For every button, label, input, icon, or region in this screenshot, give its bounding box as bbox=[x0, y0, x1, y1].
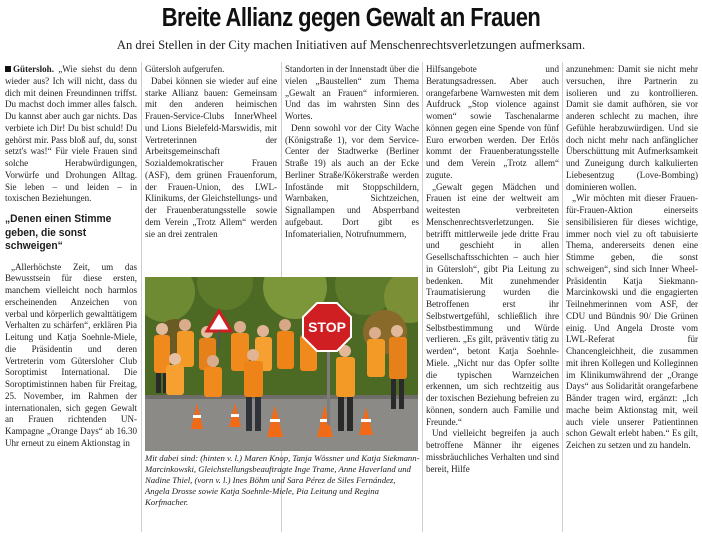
photo-caption: Mit dabei sind: (hinten v. l.) Maren Knop, Tanja Wössner und Katja Siekmann-Marcinkowski, Gleichstellungsbeauftragte Inge Trame, Anne Haverland und Nadine Thiel, (vorn v. l.) Ines Böhm und Sara Pérez de Siles Fernández, Angela Drosse sowie Katja Soehnle-Miele, Pia Leitung und Regina Korfmacher. bbox=[145, 453, 420, 507]
square-bullet-icon bbox=[5, 66, 11, 72]
paragraph: Denn sowohl vor der City Wache (Königstraße 1), vor dem Service-Center der Stadtwerke (Berliner Straße 19) als auch an der Ecke Berliner Straße/Kökerstraße werden Infostände mit Stoppschildern, Warnbaken, Sichtzeichen, Signallampen und Absperrband aufgebaut. Dort gibt es Infomaterialien, Notrufnummern, bbox=[285, 122, 419, 239]
paragraph: Standorten in der Innenstadt über die vielen „Baustellen“ zum Thema „Gewalt an Frauen“ informieren. Und das im wahrsten Sinn des Wortes. bbox=[285, 64, 419, 121]
article-column-3 bbox=[285, 64, 419, 240]
paragraph: Und vielleicht begreifen ja auch betroffene Männer ihr eigenes missbräuchliches Verhalten und sind bereit, Hilfe bbox=[426, 428, 559, 474]
paragraph: Gütersloh aufgerufen. bbox=[145, 64, 225, 74]
stop-sign-text: STOP bbox=[308, 319, 346, 335]
article-column-1 bbox=[5, 64, 137, 450]
dateline: Gütersloh. bbox=[13, 64, 54, 74]
column-rule bbox=[141, 62, 142, 532]
article-column-2 bbox=[145, 64, 277, 240]
group-photo bbox=[145, 277, 418, 451]
column-rule bbox=[422, 62, 423, 532]
group-photo-illustration bbox=[145, 277, 418, 451]
lead-text: „Wie siehst du denn wieder aus? Ich will nicht, dass du dich mit deinen Freundinnen triffst. Du machst doch immer alles falsch. Du kannst aber auch gar nichts. Das verbiete ich Dir! Du bist schuld! Du gehörst mir. Pass bloß auf, du, sonst setzt's was!“ Für viele Frauen sind solche Herabwürdigungen, Vorwürfe und Drohungen Alltag. Sie leben – und leiden – in toxischen Beziehungen. bbox=[5, 64, 137, 204]
inline-subheading: „Denen einen Stimme geben, die sonst schweigen“ bbox=[5, 213, 112, 252]
article-column-4 bbox=[426, 64, 559, 475]
paragraph: anzunehmen: Damit sie nicht mehr versuchen, ihre Partnerin zu isolieren und zu kontrollieren. Damit sie damit aufhören, sie vor anderen schlecht zu machen, ihre Gefühle herabzuwürdigen. Und sie doch nicht mehr nach anfänglicher Überschüttung mit Aufmerksamkeit und Zuneigung durch kalkulierten Liebesentzug (Love-Bombing) dominieren wollen. bbox=[566, 64, 698, 192]
article-column-5 bbox=[566, 64, 698, 452]
headline: Breite Allianz gegen Gewalt an Frauen bbox=[161, 4, 541, 32]
paragraph: „Gewalt gegen Mädchen und Frauen ist eine der weltweit am weitesten verbreiteten Menschenrechtsverletzungen. Sie betrifft mittlerweile jede dritte Frau und geschieht in allen Gesellschaftsschichten – auch hier in Gütersloh“, gibt Pia Leitung zu bedenken. Mit zunehmender Traumatisierung wurden die Betroffenen erst ihr Selbstwertgefühl, schließlich ihre Selbstbestimmung und Würde verlieren. „Es gilt, präventiv tätig zu werden“, betont Katja Soehnle-Miele. „Nicht nur das Opfer sollte die typischen Warnzeichen erkennen, um sich rechtzeitig aus der toxischen Beziehung befreien zu können, sondern auch Familie und Freunde.“ bbox=[426, 181, 559, 427]
paragraph: „Wir möchten mit dieser Frauen-für-Frauen-Aktion einerseits sensibilisieren für dieses wichtige, immer noch viel zu oft tabuisierte Thema, andererseits denen eine Stimme geben, die sonst schweigen“, sind sich Inner Wheel-Präsidentin Katja Siekmann-Marcinkowski und die engagierten Teilnehmerinnen vom ASF, der CDU und Bündnis 90/ Die Grünen einig. Und Angela Droste vom LWL-Referat für Chancengleichheit, die zusammen mit ihren Kollegen und Kolleginnen im Klinikumwährend der „Orange Days“ aus Solidarität orangefarbene Bänder tragen wird, ergänzt: „Ich mache beim Aktionstag mit, weil auch viele unserer Patientinnen schon Gewalt erlebt haben.“ Es gilt, Zeichen zu setzen und zu handeln. bbox=[566, 193, 698, 450]
paragraph: Dabei können sie wieder auf eine starke Allianz bauen: Gemeinsam mit den anderen heimischen Frauen-Service-Clubs InnerWheel und Lions Bielefeld-Marswidis, mit Vertreterinnen der Arbeitsgemeinschaft Sozialdemokratischer Frauen (ASF), dem grünen Frauenforum, der Frauen-Union, des LWL-Klinikums, der Gleichstellungs- und der Frauenberatungsstelle sowie dem Verein „Trotz Allem“ werden sie an drei zentralen bbox=[145, 75, 277, 239]
paragraph: Hilfsangebote und Beratungsadressen. Aber auch orangefarbene Warnwesten mit dem Aufdruck „Stop violence against women“ sowie Taschenalarme können gegen eine Spende von fünf Euro erworben werden. Der Erlös kommt der Frauenberatungsstelle und dem Verein „Trotz allem“ zugute. bbox=[426, 64, 559, 180]
subheadline: An drei Stellen in der City machen Initiativen auf Menschenrechtsverletzungen aufmerksam. bbox=[116, 38, 586, 52]
column-rule bbox=[562, 62, 563, 532]
paragraph: „Allerhöchste Zeit, um das Bewusstsein für diese ersten, manchem vielleicht noch harmlos erscheinenden Anzeichen von verbal und körperlich gewalttätigem Verhalten zu schärfen“, erklären Pia Leitung und Katja Soehnle-Miele, die Präsidentin und deren Vertreterin vom Gütersloher Club Soroptimist International. Die Soroptimistinnen haben für Freitag, 25. November, im Rahmen der internationalen, sich gegen Gewalt an Frauen richtenden UN-Kampagne „Orange Days“ ab 16.30 Uhr erneut zu einem Aktionstag in bbox=[5, 261, 137, 448]
lead-paragraph bbox=[5, 64, 137, 205]
